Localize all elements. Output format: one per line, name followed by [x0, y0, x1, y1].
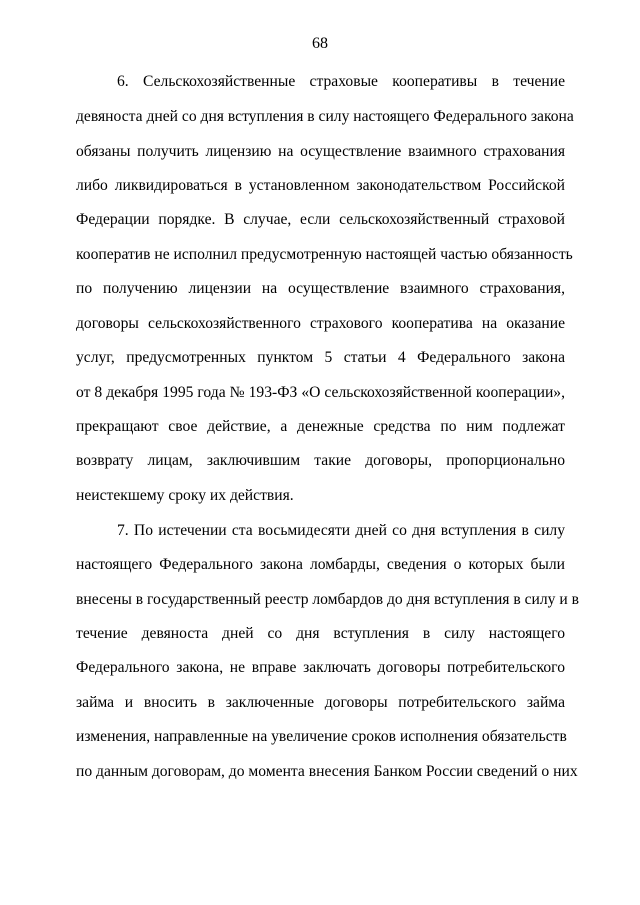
text-line: по данным договорам, до момента внесения Банком России сведений о них	[76, 763, 578, 780]
text-line: 6. Сельскохозяйственные страховые кооперативы в течение	[117, 73, 565, 90]
text-line: неистекшему сроку их действия.	[76, 487, 294, 504]
text-line: по получению лицензии на осуществление взаимного страхования,	[76, 280, 565, 297]
text-line: договоры сельскохозяйственного страхового кооператива на оказание	[76, 315, 565, 332]
text-line: изменения, направленные на увеличение сроков исполнения обязательств	[76, 728, 567, 745]
text-line: внесены в государственный реестр ломбардов до дня вступления в силу и в	[76, 591, 579, 608]
text-line: течение девяноста дней со дня вступления в силу настоящего	[76, 625, 565, 642]
text-line: Федерации порядке. В случае, если сельскохозяйственный страховой	[76, 211, 565, 228]
text-line: Федерального закона, не вправе заключать договоры потребительского	[76, 659, 565, 676]
text-line: займа и вносить в заключенные договоры потребительского займа	[76, 694, 565, 711]
text-line: либо ликвидироваться в установленном законодательством Российской	[76, 177, 565, 194]
text-line: прекращают свое действие, а денежные средства по ним подлежат	[76, 418, 565, 435]
text-line: 7. По истечении ста восьмидесяти дней со дня вступления в силу	[117, 522, 565, 539]
text-line: обязаны получить лицензию на осуществление взаимного страхования	[76, 143, 565, 160]
text-line: возврату лицам, заключившим такие договоры, пропорционально	[76, 452, 565, 469]
text-line: девяноста дней со дня вступления в силу настоящего Федерального закона	[76, 108, 574, 125]
text-line: от 8 декабря 1995 года № 193-ФЗ «О сельскохозяйственной кооперации»,	[76, 384, 565, 401]
text-line: настоящего Федерального закона ломбарды, сведения о которых были	[76, 556, 565, 573]
text-line: кооператив не исполнил предусмотренную настоящей частью обязанность	[76, 246, 573, 263]
page-number: 68	[312, 35, 328, 52]
text-line: услуг, предусмотренных пунктом 5 статьи 4 Федерального закона	[76, 349, 565, 366]
